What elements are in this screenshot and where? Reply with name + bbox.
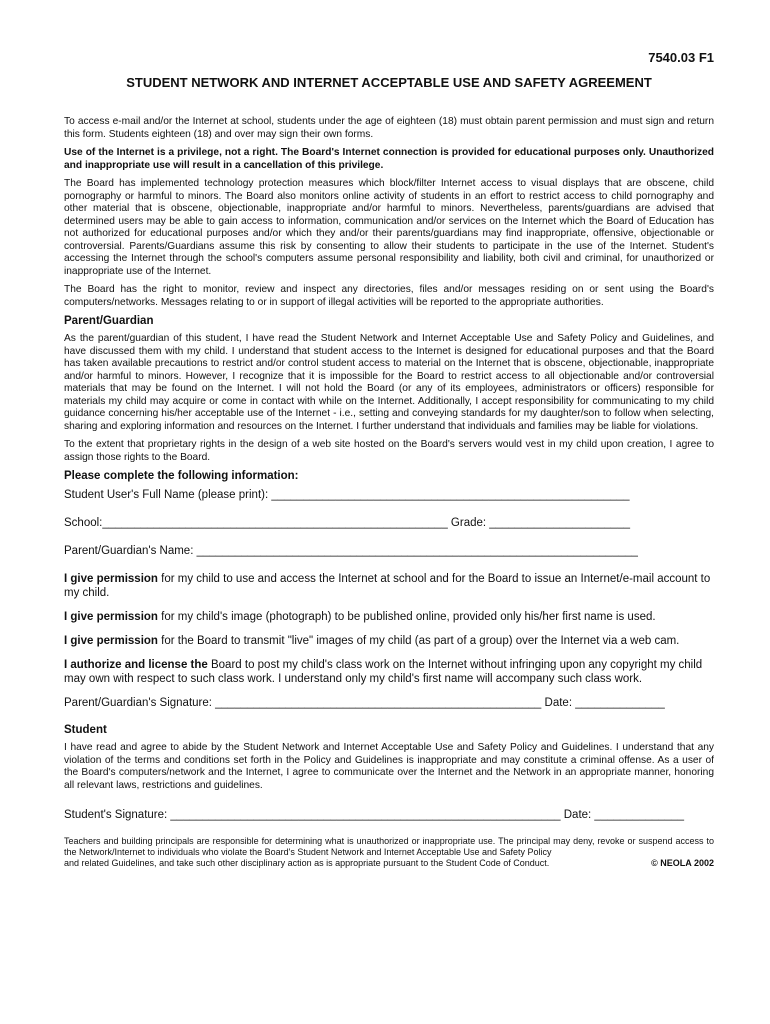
copyright: © NEOLA 2002 [651,858,714,868]
privilege-statement: Use of the Internet is a privilege, not a right. The Board's Internet connection is provided for educational purposes only. Unauthorized and inappropriate use will result in a cancellation of this privilege. [64,147,714,171]
proprietary-rights-paragraph: To the extent that proprietary rights in the design of a web site hosted on the Board's servers would vest in my child upon creation, I agree to assign those rights to the Board. [64,439,714,463]
permission-label: I give permission [64,611,158,623]
parent-signature-field[interactable]: Parent/Guardian's Signature: ___________________________________________________ Date: ______________ [64,697,665,709]
license-label: I authorize and license the [64,659,208,671]
parent-name-field[interactable]: Parent/Guardian's Name: _____________________________________________________________________ [64,545,638,557]
monitoring-paragraph: The Board has the right to monitor, review and inspect any directories, files and/or messages residing on or sent using the Board's computers/networks. Messages relating to or in support of illegal activities will be reported to the appropriate authorities. [64,284,714,308]
license-text: Board to post my child's class work on the Internet without infringing upon any copyright my child may own with respect to such class work. I understand only my child's first name will accompany such class work. [64,659,703,685]
intro-paragraph: To access e-mail and/or the Internet at school, students under the age of eighteen (18) must obtain parent permission and must sign and return this form. Students eighteen (18) and over may sign their own forms. [64,116,714,140]
footer-note [64,836,714,869]
permission-live-images [64,634,714,648]
permission-text: for the Board to transmit "live" images of my child (as part of a group) over the Internet via a web cam. [157,635,680,647]
student-agreement-paragraph: I have read and agree to abide by the Student Network and Internet Acceptable Use and Safety Policy and Guidelines. I understand that any violation of the terms and conditions set forth in the Policy and Guidelines is inappropriate and may constitute a criminal offense. As a user of the Board's computers/network and the Internet, I agree to communicate over the Internet and the Network in an appropriate manner, honoring all relevant laws, restrictions and guidelines. [64,742,714,791]
permission-text: for my child's image (photograph) to be published online, provided only his/her first name is used. [157,611,656,623]
footer-last-line [64,858,714,869]
permission-text: for my child to use and access the Internet at school and for the Board to issue an Internet/e-mail account to my child. [64,573,711,599]
permission-internet-access [64,572,714,600]
parent-agreement-paragraph: As the parent/guardian of this student, I have read the Student Network and Internet Acceptable Use and Safety Policy and Guidelines, and have discussed them with my child. I understand that student access to the Internet is designed for educational purposes and that the Board has taken available precautions to restrict and/or control student access to material on the Internet that is obscene, objectionable, inappropriate and/or harmful to minors. However, I recognize that it is impossible for the Board to restrict access to all objectionable and/or controversial materials that may be found on the Internet. I will not hold the Board (or any of its employees, administrators or officers) responsible for materials my child may acquire or come in contact with while on the Internet. Additionally, I accept responsibility for communicating to my child guidance concerning his/her acceptable use of the Internet - i.e., setting and conveying standards for my daughter/son to follow when selecting, sharing and exploring information and resources on the Internet. I further understand that individuals and families may be liable for violations. [64,333,714,432]
student-name-field[interactable]: Student User's Full Name (please print): ________________________________________________________ [64,489,630,501]
permission-image-publish [64,610,714,624]
technology-protection-paragraph: The Board has implemented technology protection measures which block/filter Internet access to visual displays that are obscene, child pornography or harmful to minors. The Board also monitors online activity of students in an effort to restrict access to child pornography and other material that is obscene, objectionable, inappropriate and/or harmful to minors. Nevertheless, parents/guardians are advised that determined users may be able to gain access to information, communication and/or services on the Internet which the Board of Education has not authorized for educational purposes and/or which they and/or their parents/guardians may find inappropriate, offensive, objectionable or controversial. Parents/Guardians assume this risk by consenting to allow their students to participate in the use of the Internet. Student's accessing the Internet through the school's computers assume personal responsibility and liability, both civil and criminal, for unauthorized or inappropriate use of the Internet. [64,178,714,277]
footer-note-text: Teachers and building principals are responsible for determining what is unauthorized or inappropriate use. The principal may deny, revoke or suspend access to the Network/Internet to individuals who violate the Board's Student Network and Internet Acceptable Use and Safety Policy [64,836,714,857]
footer-note-last: and related Guidelines, and take such other disciplinary action as is appropriate pursuant to the Student Code of Conduct. [64,858,550,868]
license-class-work [64,658,714,686]
student-signature-field[interactable]: Student's Signature: _____________________________________________________________ Date: ______________ [64,809,684,821]
form-number: 7540.03 F1 [648,50,714,65]
permission-label: I give permission [64,635,158,647]
information-heading: Please complete the following information: [64,470,299,482]
document-title: STUDENT NETWORK AND INTERNET ACCEPTABLE USE AND SAFETY AGREEMENT [126,75,652,90]
school-grade-field[interactable]: School:______________________________________________________ Grade: ______________________ [64,517,630,529]
parent-guardian-heading: Parent/Guardian [64,315,154,327]
permission-label: I give permission [64,573,158,585]
student-heading: Student [64,724,107,736]
